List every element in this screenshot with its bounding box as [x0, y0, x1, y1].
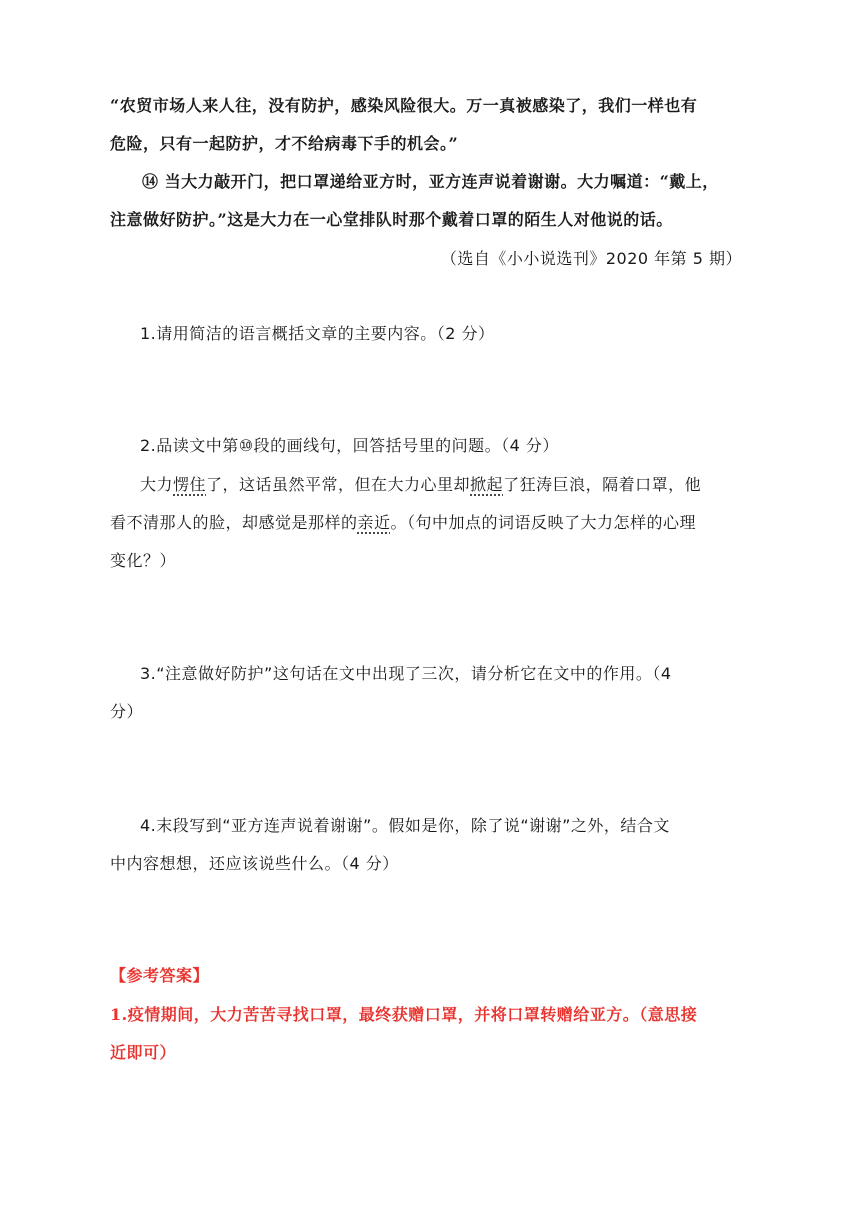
answer-1-line-1: 1.疫情期间，大力苦苦寻找口罩，最终获赠口罩，并将口罩转赠给亚方。（意思接	[110, 1005, 698, 1024]
question-2-title: 2.品读文中第⑩段的画线句，回答括号里的问题。（4 分）	[140, 436, 559, 455]
source-citation: （选自《小小说选刊》2020 年第 5 期）	[440, 249, 742, 268]
passage-line-4: 注意做好防护。”这是大力在一心堂排队时那个戴着口罩的陌生人对他说的话。	[110, 210, 673, 229]
question-3-line-1: 3.“注意做好防护”这句话在文中出现了三次，请分析它在文中的作用。（4	[140, 664, 672, 683]
answer-1-line-2: 近即可）	[110, 1043, 177, 1062]
question-2-quote-line-1	[140, 466, 780, 504]
question-2-quote-line-3: 变化？）	[110, 551, 177, 570]
quote-text: 。（句中加点的词语反映了大力怎样的心理	[390, 513, 697, 532]
quote-text: 看不清那人的脸，却感觉是那样的	[110, 513, 358, 532]
passage-line-1: “农贸市场人来人往，没有防护，感染风险很大。万一真被感染了，我们一样也有	[110, 96, 698, 115]
question-3-line-2: 分）	[110, 702, 144, 721]
passage-paragraph-14-line-1	[110, 163, 750, 201]
quote-text: 了狂涛巨浪，隔着口罩，他	[503, 475, 702, 494]
quote-text: 大力	[140, 475, 174, 494]
passage-line-3: 当大力敲开门，把口罩递给亚方时，亚方连声说着谢谢。大力嘱道：“戴上，	[164, 172, 719, 191]
answer-heading: 【参考答案】	[110, 966, 210, 985]
question-4-line-2: 中内容想想，还应该说些什么。（4 分）	[110, 854, 399, 873]
question-2-quote-line-2	[110, 504, 750, 542]
passage-line-2: 危险，只有一起防护，才不给病毒下手的机会。”	[110, 134, 459, 153]
question-1: 1.请用简洁的语言概括文章的主要内容。（2 分）	[140, 324, 495, 343]
paragraph-number: ⑭	[142, 172, 159, 191]
quote-text: 了，这话虽然平常，但在大力心里却	[206, 475, 471, 494]
dotted-word-lengzhu: 愣住	[173, 475, 207, 494]
dotted-word-xianqi: 掀起	[470, 475, 504, 494]
question-4-line-1: 4.末段写到“亚方连声说着谢谢”。假如是你，除了说“谢谢”之外，结合文	[140, 816, 670, 835]
dotted-word-qinjin: 亲近	[357, 513, 391, 532]
